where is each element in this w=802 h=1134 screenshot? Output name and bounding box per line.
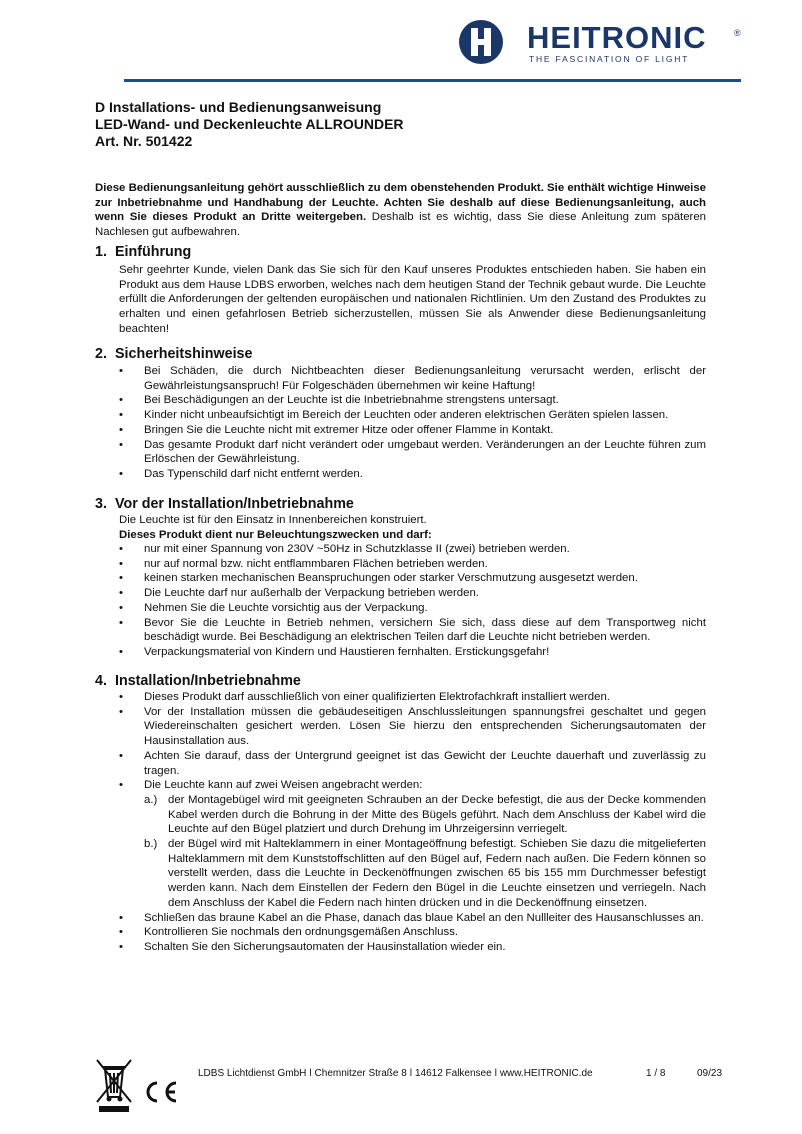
list-item: • Das Typenschild darf nicht entfernt werden. — [119, 467, 706, 482]
section-1-body — [119, 263, 706, 337]
option-text: der Montagebügel wird mit geeigneten Schrauben an der Decke befestigt, die aus der Decke kommenden Kabel werden durch die Bohrung in der Mitte des Bügels geführt. Nach dem Anschluss der Kabel wird die Leuchte auf den Bügel platziert und durch Drehung im Uhrzeigersinn verriegelt. — [168, 793, 706, 836]
mounting-options — [144, 793, 706, 911]
section-heading-2: 2. Sicherheitshinweise — [95, 346, 253, 362]
list-item: • Nehmen Sie die Leuchte vorsichtig aus der Verpackung. — [119, 601, 706, 616]
list-item: • Schließen das braune Kabel an die Phase, danach das blaue Kabel an den Nullleiter des Hausanschlusses an. — [119, 911, 706, 926]
list-item: • Bei Schäden, die durch Nichtbeachten dieser Bedienungsanleitung verursacht werden, erlischt der Gewährleistungsanspruch! Für Folgeschäden übernehmen wir keine Haftung! — [119, 364, 706, 393]
section-3-bold-note: Dieses Produkt dient nur Beleuchtungszwecken und darf: — [119, 528, 432, 541]
list-item-mounting — [119, 778, 706, 910]
list-item: • Bei Beschädigungen an der Leuchte ist die Inbetriebnahme strengstens untersagt. — [119, 393, 706, 408]
weee-crossed-bin-icon — [94, 1057, 134, 1113]
list-item: • Bringen Sie die Leuchte nicht mit extremer Hitze oder offener Flamme in Kontakt. — [119, 423, 706, 438]
option-text: der Bügel wird mit Halteklammern in einer Montageöffnung befestigt. Schieben Sie dazu die mitgelieferten Halteklammern mit dem Kunststoffschlitten auf den Bügel auf, Federn nach außen. Die Federn können so verstellt werden, dass die Leuchte in Deckenöffnungen zwischen 65 bis 155 mm Durchmesser befestigt werden kann. Nach dem Einstellen der Federn den Bügel in die Leuchte einsetzen und verriegeln. Nach dem Anschluss der Kabel die Federn nach hinten drücken und in die Deckenöffnung einsetzen. — [168, 838, 706, 909]
section-3-paragraph: Die Leuchte ist für den Einsatz in Innenbereichen konstruiert. — [119, 514, 427, 526]
usage-list — [119, 542, 706, 660]
list-item: • Die Leuchte darf nur außerhalb der Verpackung betrieben werden. — [119, 586, 706, 601]
footer-page-number: 1 / 8 — [646, 1068, 666, 1079]
intro-bold: Diese Bedienungsanleitung gehört ausschließlich zu dem obenstehenden Produkt. Sie enthält wichtige Hinweise zur Inbetriebnahme und Handhabung der Leuchte. Achten Sie deshalb auf diese Bedienungsanleitung, auch wenn Sie dieses Produkt an Dritte weitergeben. — [95, 182, 706, 224]
header-divider — [124, 79, 741, 82]
safety-list — [119, 364, 706, 482]
installation-list — [119, 690, 706, 955]
intro-normal: Deshalb ist es wichtig, dass Sie diese Anleitung zum späteren Nachlesen gut aufbewahren. — [95, 211, 707, 239]
footer-date: 09/23 — [697, 1068, 723, 1079]
section-heading-4: 4. Installation/Inbetriebnahme — [95, 673, 301, 689]
option-marker: b.) — [144, 838, 158, 851]
section-1-paragraph: Sehr geehrter Kunde, vielen Dank das Sie sich für den Kauf unseres Produktes entschieden haben. Sie haben ein Produkt aus dem Hause LDBS erworben, welches nach dem heutigen Stand der Technik gebaut wurde. Die Leuchte erfüllt die Anforderungen der geltenden europäischen und nationalen Richtlinien. Um den Zustand des Produktes zu erhalten und einen gefahrlosen Betrieb sicherzustellen, müssen Sie als Anwender diese Bedienungsanleitung beachten! — [119, 264, 706, 335]
list-item: • Das gesamte Produkt darf nicht verändert oder umgebaut werden. Veränderungen an der Leuchte führen zum Erlöschen der Gewährleistung. — [119, 438, 706, 467]
brand-registered-mark: ® — [734, 28, 741, 38]
list-item: • Bevor Sie die Leuchte in Betrieb nehmen, versichern Sie sich, dass diese auf dem Transportweg nicht beschädigt wurde. Bei Beschädigung an elektrischen Teilen darf die Leuchte nicht betrieben werden. — [119, 616, 706, 645]
mounting-option-b — [144, 837, 706, 911]
section-4-body — [119, 690, 706, 955]
title-line-2: LED-Wand- und Deckenleuchte ALLROUNDER — [95, 116, 404, 132]
list-item: • Achten Sie darauf, dass der Untergrund geeignet ist das Gewicht der Leuchte dauerhaft und zuverlässig zu tragen. — [119, 749, 706, 778]
mounting-intro: • Die Leuchte kann auf zwei Weisen angebracht werden: — [144, 779, 423, 792]
list-item: • Dieses Produkt darf ausschließlich von einer qualifizierten Elektrofachkraft installiert werden. — [119, 690, 706, 705]
brand-tagline: THE FASCINATION OF LIGHT — [529, 54, 690, 64]
list-item: • nur auf normal bzw. nicht entflammbaren Flächen betrieben werden. — [119, 557, 706, 572]
list-item: • Vor der Installation müssen die gebäudeseitigen Anschlussleitungen spannungsfrei geschaltet und gegen Wiedereinschalten gesichert werden. Lösen Sie hierzu den entsprechenden Sicherungsautomaten der Hausinstallation aus. — [119, 705, 706, 749]
list-item: • keinen starken mechanischen Beanspruchungen oder starker Verschmutzung ausgesetzt werden. — [119, 571, 706, 586]
intro-paragraph — [95, 181, 706, 240]
document-title — [95, 99, 404, 150]
list-item: • nur mit einer Spannung von 230V ~50Hz in Schutzklasse II (zwei) betrieben werden. — [119, 542, 706, 557]
section-3-body — [119, 513, 706, 542]
list-item: • Kinder nicht unbeaufsichtigt im Bereich der Leuchten oder anderen elektrischen Geräten spielen lassen. — [119, 408, 706, 423]
brand-name: HEITRONIC — [527, 20, 707, 55]
title-line-1: D Installations- und Bedienungsanweisung — [95, 99, 382, 115]
section-heading-3: 3. Vor der Installation/Inbetriebnahme — [95, 496, 354, 512]
section-2-body — [119, 364, 706, 482]
heitronic-logo — [457, 18, 747, 66]
option-marker: a.) — [144, 793, 158, 806]
ce-mark-icon — [140, 1080, 180, 1104]
footer-company: LDBS Lichtdienst GmbH ǀ Chemnitzer Straße 8 ǀ 14612 Falkensee ǀ www.HEITRONIC.de — [198, 1068, 593, 1079]
list-item: • Schalten Sie den Sicherungsautomaten der Hausinstallation wieder ein. — [119, 940, 706, 955]
section-heading-1: 1. Einführung — [95, 244, 192, 260]
section-3-list-wrap — [119, 542, 706, 660]
heitronic-logo-icon — [457, 18, 511, 66]
title-line-3: Art. Nr. 501422 — [95, 133, 193, 149]
list-item: • Kontrollieren Sie nochmals den ordnungsgemäßen Anschluss. — [119, 925, 706, 940]
mounting-option-a — [144, 793, 706, 837]
list-item: • Verpackungsmaterial von Kindern und Haustieren fernhalten. Erstickungsgefahr! — [119, 645, 706, 660]
